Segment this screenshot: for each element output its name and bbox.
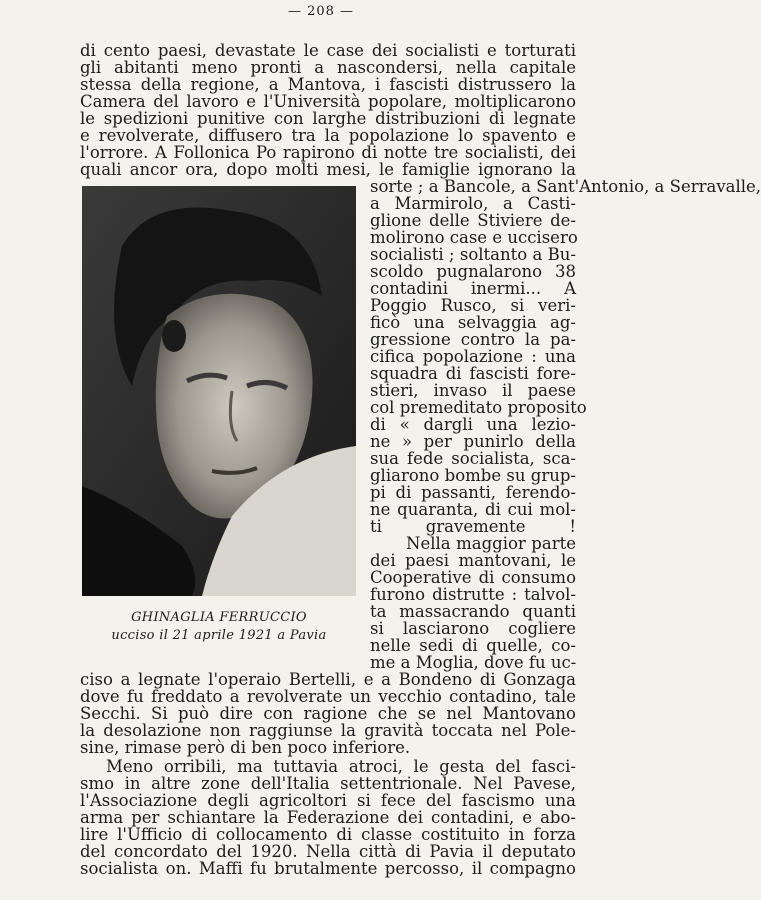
text-line: ficò una selvaggia ag- <box>370 313 576 332</box>
photo-caption-detail: ucciso il 21 aprile 1921 a Pavia <box>111 628 327 643</box>
text-line: ciso a legnate l'operaio Bertelli, e a Bondeno di Gonzaga <box>80 670 576 689</box>
text-line: Camera del lavoro e l'Università popolare, moltiplicarono <box>80 92 576 111</box>
text-line: l'Associazione degli agricoltori si fece del fascismo una <box>80 791 576 810</box>
text-line: contadini inermi... A <box>370 279 576 298</box>
text-line: Cooperative di consumo <box>370 568 576 587</box>
text-line: ne quaranta, di cui mol- <box>370 500 576 519</box>
text-line: Secchi. Si può dire con ragione che se nel Mantovano <box>80 704 576 723</box>
text-line: scoldo pugnalarono 38 <box>370 262 576 281</box>
text-line: Meno orribili, ma tuttavia atroci, le gesta del fasci- <box>106 757 576 776</box>
text-line: me a Moglia, dove fu uc- <box>370 653 577 672</box>
text-line: ti gravemente ! <box>370 517 576 536</box>
text-line: Nella maggior parte <box>406 534 576 553</box>
text-line: lire l'Ufficio di collocamento di classe costituito in forza <box>80 825 576 844</box>
text-line: molirono case e uccisero <box>370 228 578 247</box>
text-line: si lasciarono cogliere <box>370 619 576 638</box>
text-line: sorte ; a Bancole, a Sant'Antonio, a Serravalle, <box>370 177 761 196</box>
text-line: del concordato del 1920. Nella città di Pavia il deputato <box>80 842 576 861</box>
text-line: cifica popolazione : una <box>370 347 576 366</box>
text-line: gli abitanti meno pronti a nascondersi, nella capitale <box>80 58 576 77</box>
text-line: furono distrutte : talvol- <box>370 585 576 604</box>
text-line: squadra di fascisti fore- <box>370 364 576 383</box>
text-line: stieri, invaso il paese <box>370 381 576 400</box>
text-line: la desolazione non raggiunse la gravità toccata nel Pole- <box>80 721 576 740</box>
text-line: e revolverate, diffusero tra la popolazione lo spavento e <box>80 126 576 145</box>
portrait-photo <box>82 186 356 596</box>
text-line: di cento paesi, devastate le case dei socialisti e torturati <box>80 41 576 60</box>
text-line: stessa della regione, a Mantova, i fascisti distrussero la <box>80 75 576 94</box>
photo-caption-name: GHINAGLIA FERRUCCIO <box>131 610 307 625</box>
text-line: di « dargli una lezio- <box>370 415 576 434</box>
text-line: l'orrore. A Follonica Po rapirono di notte tre socialisti, dei <box>80 143 576 162</box>
text-line: gliarono bombe su grup- <box>370 466 576 485</box>
text-line: ta massacrando quanti <box>370 602 576 621</box>
portrait-image <box>82 186 356 596</box>
text-line: dove fu freddato a revolverate un vecchio contadino, tale <box>80 687 576 706</box>
text-line: arma per schiantare la Federazione dei contadini, e abo- <box>80 808 576 827</box>
text-line: ne » per punirlo della <box>370 432 576 451</box>
text-line: glione delle Stiviere de- <box>370 211 576 230</box>
text-line: gressione contro la pa- <box>370 330 576 349</box>
text-line: socialista on. Maffi fu brutalmente percosso, il compagno <box>80 859 576 878</box>
text-line: socialisti ; soltanto a Bu- <box>370 245 576 264</box>
text-line: dei paesi mantovani, le <box>370 551 576 570</box>
text-line: quali ancor ora, dopo molti mesi, le famiglie ignorano la <box>80 160 576 179</box>
text-line: sua fede socialista, sca- <box>370 449 576 468</box>
text-line: col premeditato proposito <box>370 398 587 417</box>
text-line: pi di passanti, ferendo- <box>370 483 576 502</box>
text-line: a Marmirolo, a Casti- <box>370 194 576 213</box>
text-line: nelle sedi di quelle, co- <box>370 636 576 655</box>
text-line: le spedizioni punitive con larghe distribuzioni di legnate <box>80 109 576 128</box>
text-line: smo in altre zone dell'Italia settentrionale. Nel Pavese, <box>80 774 576 793</box>
page-number: — 208 — <box>287 4 355 19</box>
text-line: Poggio Rusco, si veri- <box>370 296 576 315</box>
text-line: sine, rimase però di ben poco inferiore. <box>80 738 411 757</box>
